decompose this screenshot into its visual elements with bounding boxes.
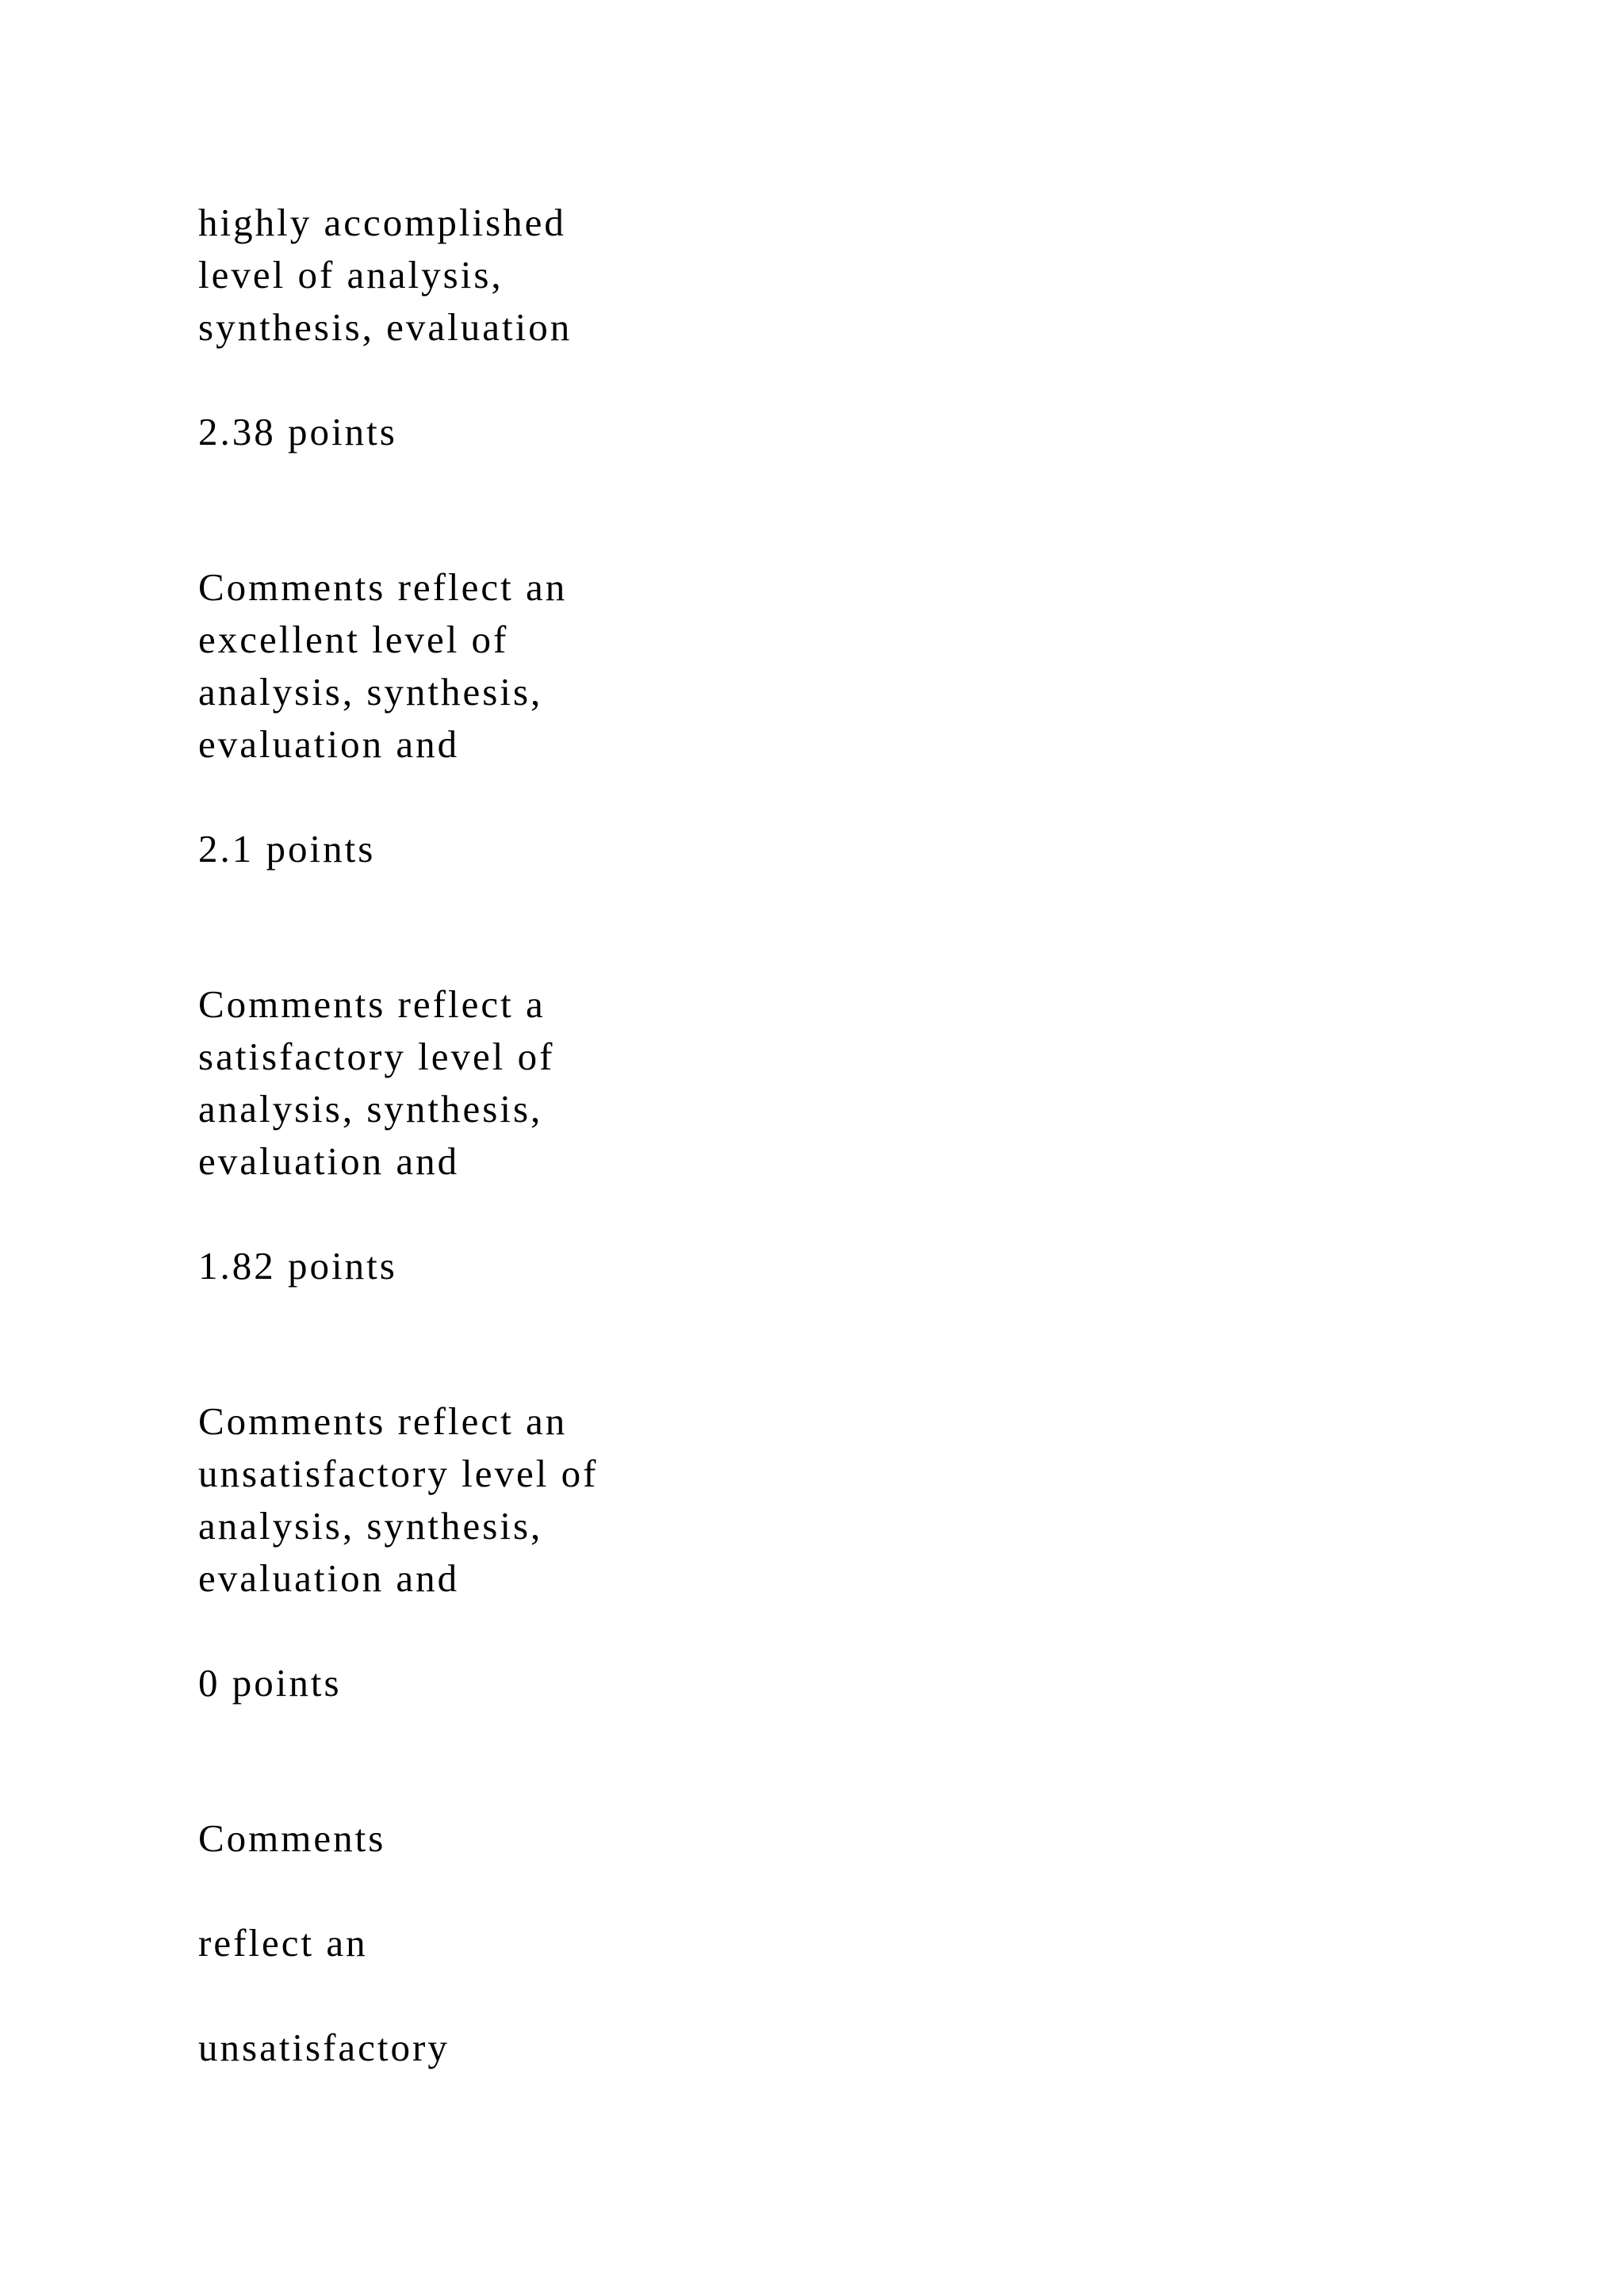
trailing-line-2: reflect an [198,1921,368,1965]
criterion-3-line-3: analysis, synthesis, [198,1087,543,1131]
criterion-4-line-4: evaluation and [198,1556,460,1600]
criterion-1-line-1: highly accomplished [198,201,566,244]
criterion-3-points: 1.82 points [198,1244,397,1288]
criterion-2-line-4: evaluation and [198,722,460,766]
criterion-3-line-4: evaluation and [198,1139,460,1183]
criterion-4-line-2: unsatisfactory level of [198,1452,599,1495]
criterion-1-line-3: synthesis, evaluation [198,305,573,349]
criterion-2-points: 2.1 points [198,827,376,871]
criterion-1-points: 2.38 points [198,410,397,453]
criterion-2-line-2: excellent level of [198,618,509,661]
criterion-2-line-3: analysis, synthesis, [198,670,543,714]
criterion-3-line-1: Comments reflect a [198,982,546,1026]
trailing-line-3: unsatisfactory [198,2026,450,2069]
criterion-4-points: 0 points [198,1661,342,1705]
criterion-1-line-2: level of analysis, [198,253,504,297]
trailing-line-1: Comments [198,1816,386,1860]
criterion-4-line-3: analysis, synthesis, [198,1504,543,1548]
criterion-2-line-1: Comments reflect an [198,565,568,609]
criterion-3-line-2: satisfactory level of [198,1035,555,1078]
criterion-4-line-1: Comments reflect an [198,1399,568,1443]
